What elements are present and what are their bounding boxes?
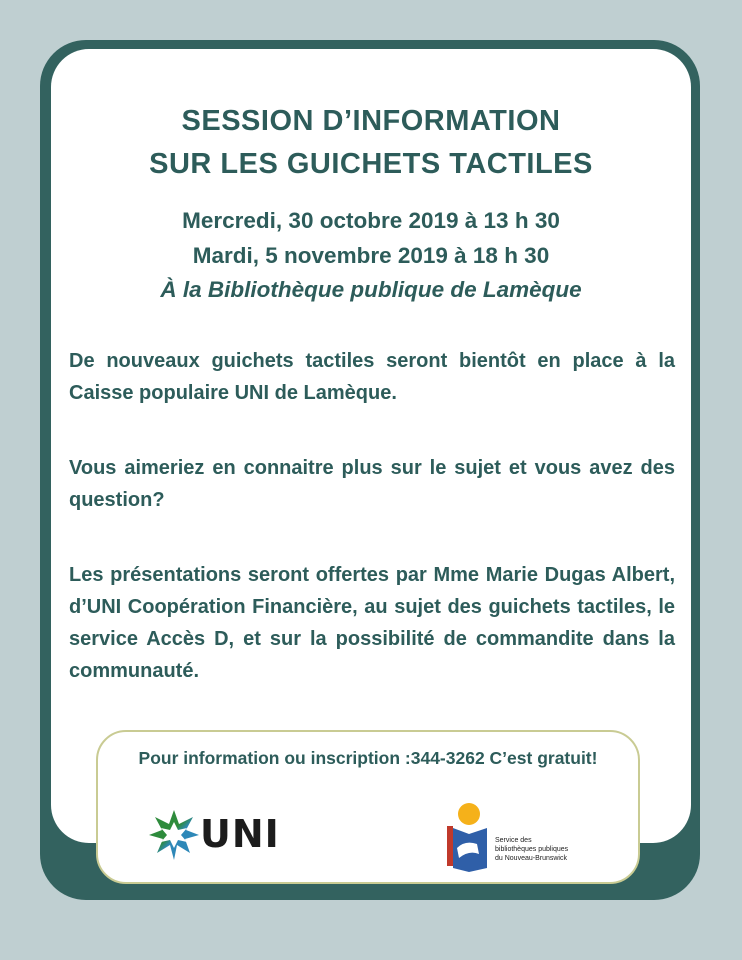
session-date-2: Mardi, 5 novembre 2019 à 18 h 30 bbox=[192, 243, 550, 268]
uni-wordmark: UNI bbox=[200, 812, 280, 856]
uni-logo bbox=[148, 808, 298, 864]
session-location: À la Bibliothèque publique de Lamèque bbox=[160, 277, 582, 302]
uni-star-icon bbox=[148, 808, 200, 864]
library-accent-bar bbox=[447, 826, 453, 866]
info-text: Pour information ou inscription :344-3262 C’est gratuit! bbox=[138, 748, 598, 768]
poster-title-line2: SUR LES GUICHETS TACTILES bbox=[149, 148, 593, 180]
poster-title-line1: SESSION D’INFORMATION bbox=[181, 105, 561, 137]
library-sun bbox=[458, 803, 480, 825]
library-book-icon bbox=[443, 800, 495, 872]
library-service-name: Service des bibliothèques publiques du Nouveau-Brunswick bbox=[495, 837, 569, 862]
paragraph-question: Vous aimeriez en connaitre plus sur le sujet et vous avez des question? bbox=[69, 457, 675, 511]
paragraph-presentations: Les présentations seront offertes par Mme Marie Dugas Albert, d’UNI Coopération Financière, au sujet des guichets tactiles, le service Accès D, et sur la possibilité de commandite dans la communauté. bbox=[69, 564, 675, 682]
paragraph-intro: De nouveaux guichets tactiles seront bientôt en place à la Caisse populaire UNI de Lamèque. bbox=[69, 350, 675, 404]
session-date-1: Mercredi, 30 octobre 2019 à 13 h 30 bbox=[182, 208, 560, 233]
library-service-logo bbox=[443, 800, 593, 872]
